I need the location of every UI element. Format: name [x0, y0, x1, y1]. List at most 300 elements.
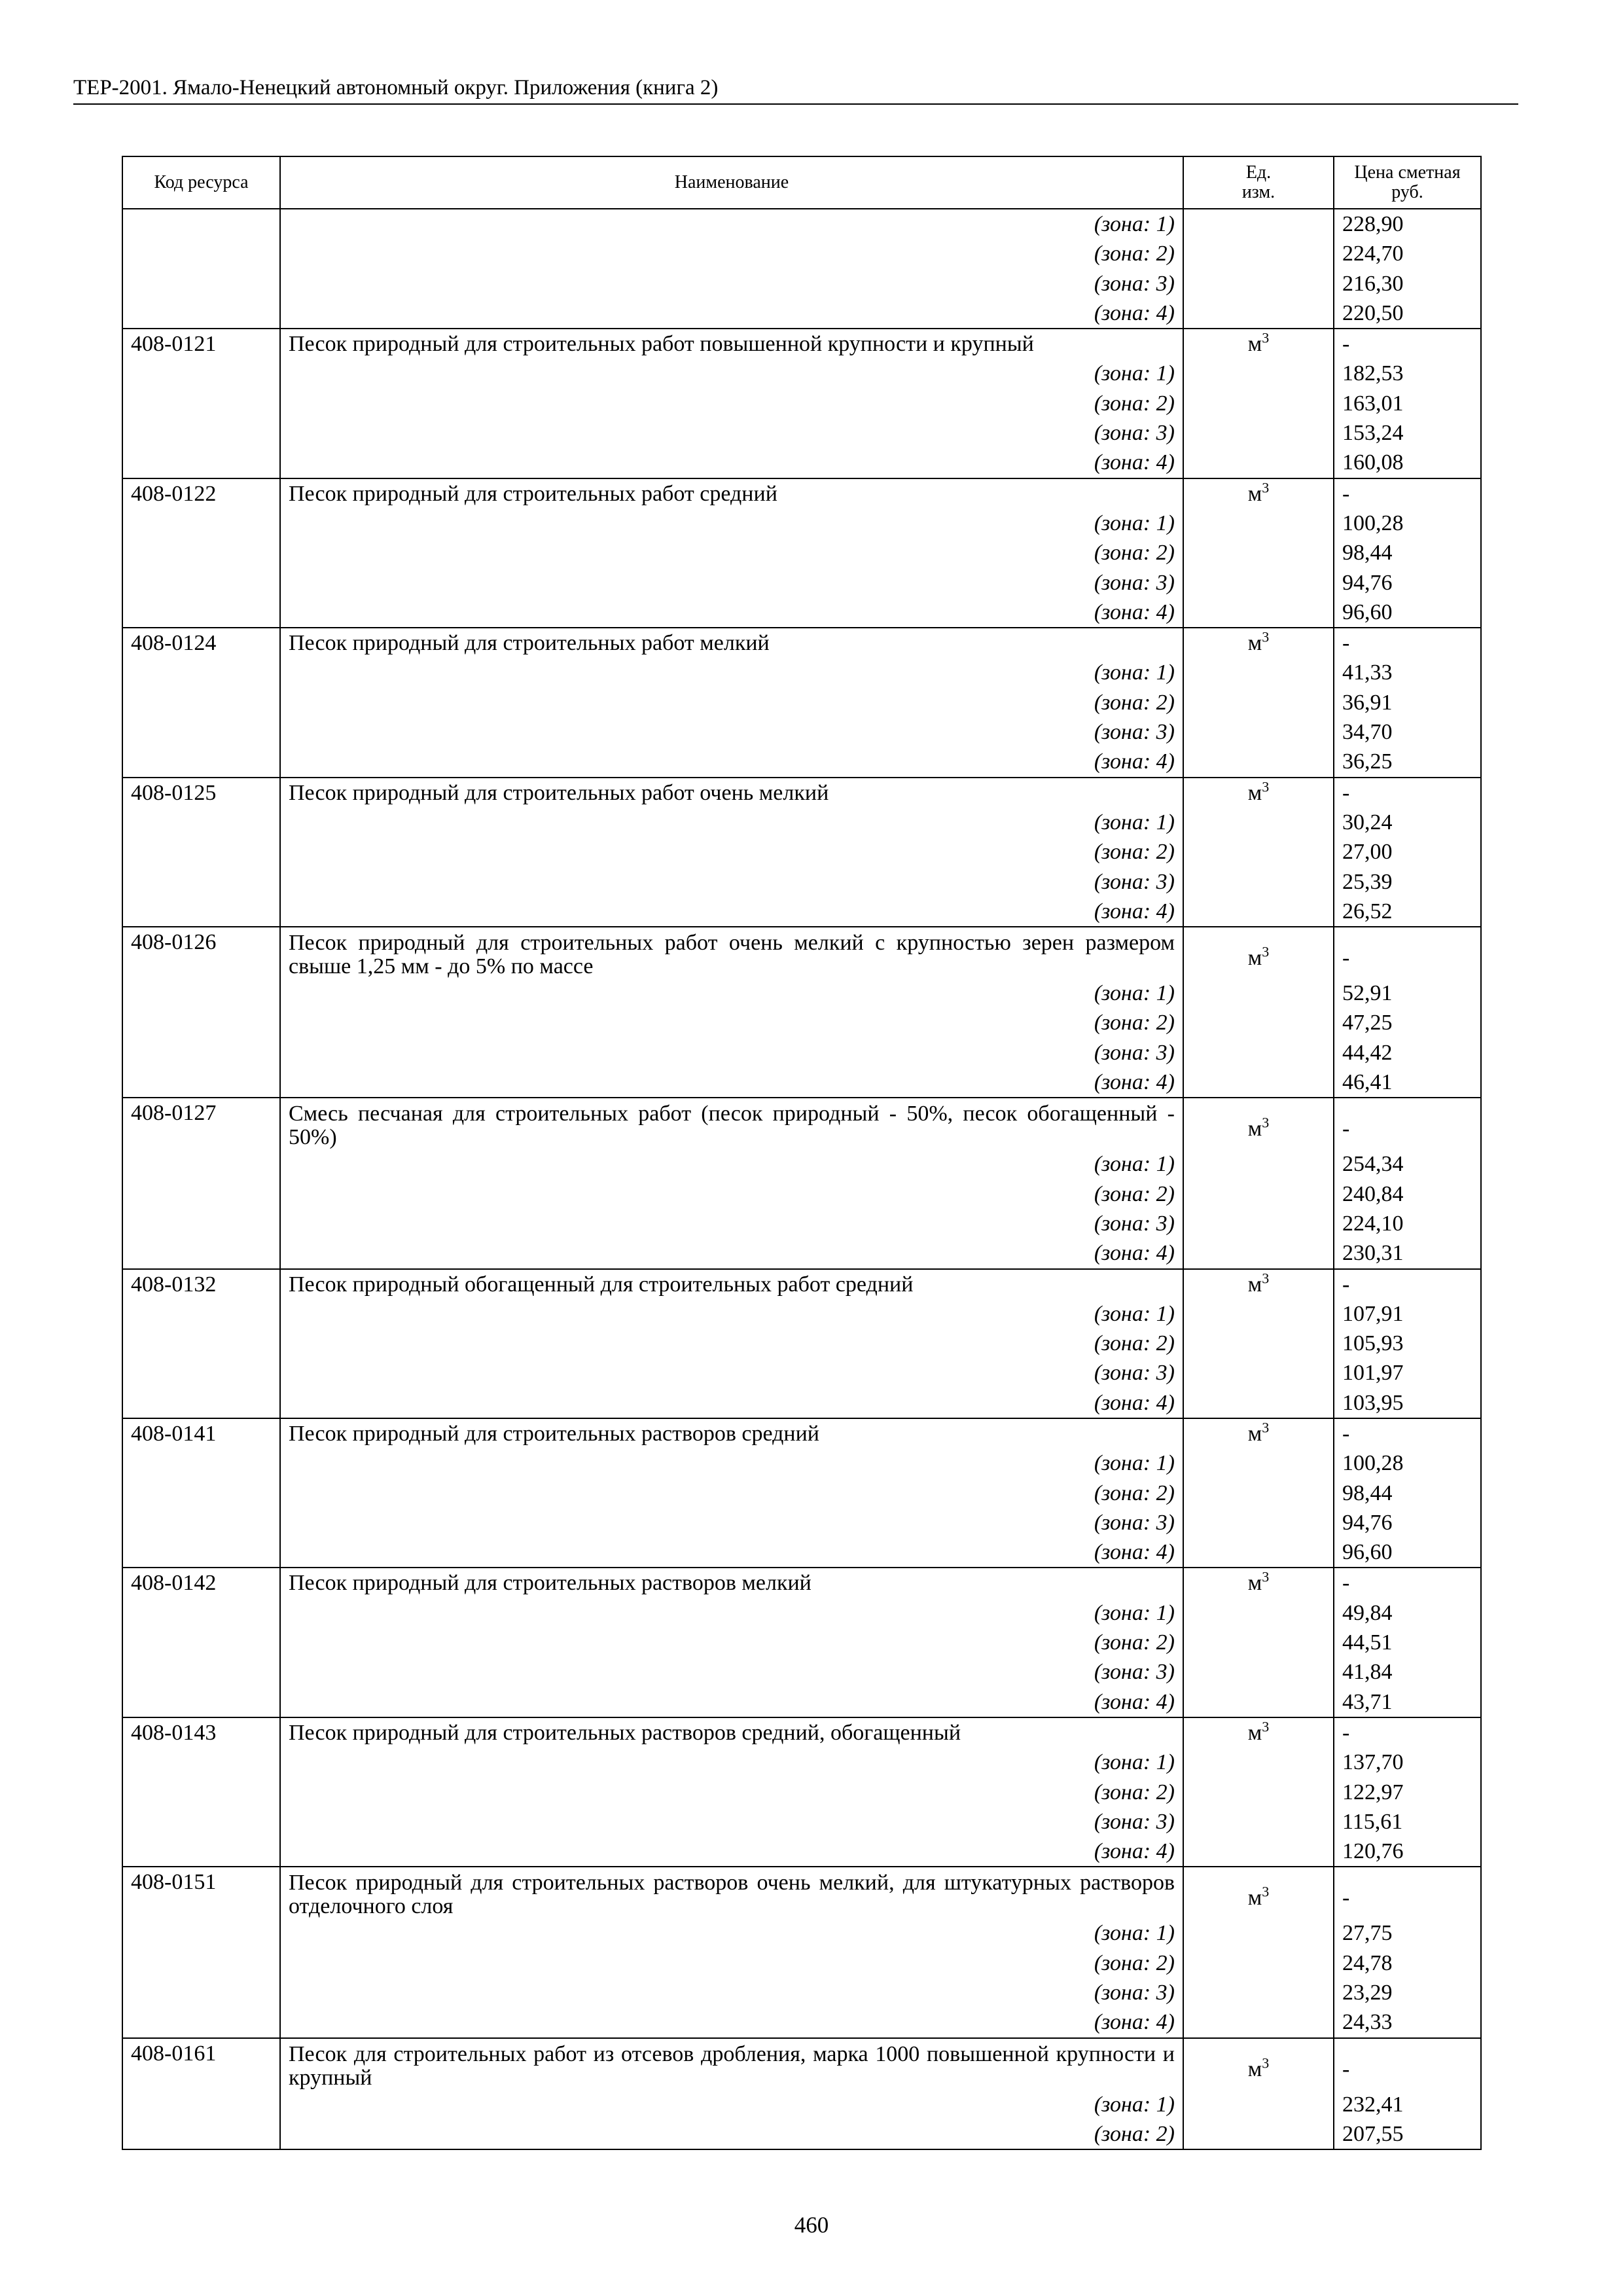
resource-name: [280, 478, 1183, 509]
zone-code-cell: [122, 1537, 280, 1568]
zone-label: (зона: 2): [1094, 1630, 1175, 1655]
zone-code-cell: [122, 448, 280, 478]
zone-price-cell: [1334, 418, 1481, 448]
unit-superscript: 3: [1262, 479, 1270, 496]
zone-price-cell: [1334, 448, 1481, 478]
table-row: [122, 1717, 1481, 1748]
zone-unit-cell: [1183, 359, 1334, 388]
zone-label: (зона: 4): [1094, 1241, 1175, 1266]
resource-group: [122, 2038, 1481, 2150]
zone-unit-cell: [1183, 1209, 1334, 1238]
resource-code: 408-0141: [122, 1418, 280, 1448]
zone-price: 24,33: [1342, 2010, 1393, 2035]
zone-price-cell: [1334, 1948, 1481, 1978]
zone-row: [122, 538, 1481, 567]
zone-unit-cell: [1183, 1149, 1334, 1179]
zone-price: 98,44: [1342, 1480, 1393, 1505]
zone-price-cell: [1334, 269, 1481, 298]
resource-name: [280, 1418, 1183, 1448]
zone-price: 122,97: [1342, 1780, 1404, 1804]
zone-price-cell: [1334, 2119, 1481, 2149]
zone-unit-cell: [1183, 418, 1334, 448]
unit-superscript: 3: [1262, 1569, 1270, 1586]
resource-name: [280, 1867, 1183, 1918]
zone-price-cell: [1334, 538, 1481, 567]
resource-code: 408-0132: [122, 1269, 280, 1299]
zone-code-cell: [122, 1598, 280, 1628]
zone-row: [122, 448, 1481, 478]
resource-name: [280, 329, 1183, 359]
resource-name: [280, 927, 1183, 978]
zone-label: (зона: 3): [1094, 421, 1175, 446]
unit-base: м: [1247, 1117, 1262, 1141]
resource-unit: [1183, 1098, 1334, 1149]
zone-label-cell: [280, 1537, 1183, 1568]
zone-label-cell: [280, 568, 1183, 598]
zone-unit-cell: [1183, 1479, 1334, 1508]
table-row: [122, 2038, 1481, 2090]
zone-price: 49,84: [1342, 1600, 1393, 1625]
zone-label-cell: [280, 1508, 1183, 1537]
zone-unit-cell: [1183, 598, 1334, 628]
zone-label: (зона: 4): [1094, 1070, 1175, 1095]
zone-price-cell: [1334, 1807, 1481, 1837]
unit-value: [1192, 1883, 1325, 1912]
zone-price: 36,25: [1342, 749, 1393, 774]
zone-code-cell: [122, 568, 280, 598]
unit-value: [1192, 1114, 1325, 1143]
zone-row: [122, 1807, 1481, 1837]
zone-price: 96,60: [1342, 600, 1393, 624]
zone-unit-cell: [1183, 209, 1334, 239]
table-row: [122, 628, 1481, 658]
zone-label-cell: [280, 509, 1183, 538]
zone-label: (зона: 3): [1094, 1040, 1175, 1065]
zone-row: [122, 1628, 1481, 1657]
zone-price: 228,90: [1342, 212, 1404, 236]
column-header-name: Наименование: [280, 156, 1183, 209]
zone-price-cell: [1334, 598, 1481, 628]
zone-price-cell: [1334, 209, 1481, 239]
zone-label-cell: [280, 1978, 1183, 2007]
resource-name: [280, 1269, 1183, 1299]
zone-unit-cell: [1183, 1628, 1334, 1657]
resource-unit: [1183, 1418, 1334, 1448]
zone-unit-cell: [1183, 867, 1334, 897]
resource-group: [122, 1098, 1481, 1268]
zone-label-cell: [280, 298, 1183, 329]
zone-price-cell: [1334, 568, 1481, 598]
zone-row: [122, 1209, 1481, 1238]
zone-unit-cell: [1183, 1807, 1334, 1837]
zone-unit-cell: [1183, 239, 1334, 268]
resource-group: [122, 1269, 1481, 1418]
zone-price-cell: [1334, 978, 1481, 1008]
zone-label: (зона: 3): [1094, 720, 1175, 745]
zone-code-cell: [122, 389, 280, 418]
unit-superscript: 3: [1262, 778, 1270, 795]
resource-base-price: -: [1334, 1269, 1481, 1299]
zone-code-cell: [122, 1978, 280, 2007]
zone-code-cell: [122, 658, 280, 687]
zone-row: [122, 1008, 1481, 1037]
zone-label-cell: [280, 1238, 1183, 1268]
zone-price-cell: [1334, 359, 1481, 388]
zone-label: (зона: 1): [1094, 1921, 1175, 1946]
page-number: 460: [794, 2212, 829, 2238]
zone-unit-cell: [1183, 1067, 1334, 1098]
zone-unit-cell: [1183, 897, 1334, 927]
zone-row: [122, 209, 1481, 239]
zone-code-cell: [122, 1238, 280, 1268]
zone-unit-cell: [1183, 1299, 1334, 1329]
unit-value: [1192, 479, 1325, 509]
zone-label-cell: [280, 1299, 1183, 1329]
zone-unit-cell: [1183, 568, 1334, 598]
zone-label: (зона: 2): [1094, 1780, 1175, 1804]
zone-price-cell: [1334, 1508, 1481, 1537]
zone-label: (зона: 1): [1094, 212, 1175, 236]
resource-base-price: -: [1334, 1568, 1481, 1598]
zone-price-cell: [1334, 1038, 1481, 1067]
zone-code-cell: [122, 269, 280, 298]
zone-unit-cell: [1183, 2119, 1334, 2149]
zone-price: 27,75: [1342, 1921, 1393, 1946]
resource-base-price: -: [1334, 628, 1481, 658]
zone-row: [122, 1598, 1481, 1628]
zone-unit-cell: [1183, 1837, 1334, 1867]
zone-price-cell: [1334, 837, 1481, 867]
zone-code-cell: [122, 1209, 280, 1238]
zone-price-cell: [1334, 688, 1481, 717]
zone-code-cell: [122, 2007, 280, 2037]
resource-unit: [1183, 1867, 1334, 1918]
zone-row: [122, 1748, 1481, 1777]
resource-name: [280, 778, 1183, 808]
unit-base: м: [1247, 481, 1262, 506]
column-header-price-line2: руб.: [1391, 182, 1423, 202]
zone-row: [122, 1238, 1481, 1268]
zone-code-cell: [122, 598, 280, 628]
column-header-price-line1: Цена сметная: [1354, 162, 1461, 183]
zone-price-cell: [1334, 1657, 1481, 1687]
zone-code-cell: [122, 1778, 280, 1807]
zone-label-cell: [280, 717, 1183, 747]
zone-unit-cell: [1183, 298, 1334, 329]
table-row: [122, 1867, 1481, 1918]
zone-row: [122, 298, 1481, 329]
zone-label-cell: [280, 1948, 1183, 1978]
resource-name-text: Песок природный для строительных работ повышенной крупности и крупный: [289, 332, 1034, 357]
column-header-unit-line1: Ед.: [1245, 162, 1272, 183]
zone-price-cell: [1334, 808, 1481, 837]
zone-unit-cell: [1183, 1038, 1334, 1067]
zone-row: [122, 747, 1481, 777]
zone-unit-cell: [1183, 1657, 1334, 1687]
zone-unit-cell: [1183, 269, 1334, 298]
zone-unit-cell: [1183, 1358, 1334, 1388]
resource-code: 408-0122: [122, 478, 280, 509]
zone-row: [122, 269, 1481, 298]
resource-name: [280, 1717, 1183, 1748]
zone-label-cell: [280, 1807, 1183, 1837]
unit-superscript: 3: [1262, 1884, 1270, 1901]
resource-name-text: Песок для строительных работ из отсевов дробления, марка 1000 повышенной крупности и крупный: [289, 2041, 1175, 2090]
resource-base-price: -: [1334, 1867, 1481, 1918]
unit-base: м: [1247, 780, 1262, 805]
zone-price: 120,76: [1342, 1839, 1404, 1864]
zone-code-cell: [122, 298, 280, 329]
zone-price: 52,91: [1342, 981, 1393, 1006]
resource-code: 408-0151: [122, 1867, 280, 1918]
zone-code-cell: [122, 1299, 280, 1329]
zone-label-cell: [280, 1209, 1183, 1238]
zone-code-cell: [122, 747, 280, 777]
zone-price-cell: [1334, 1179, 1481, 1209]
zone-row: [122, 1067, 1481, 1098]
zone-code-cell: [122, 538, 280, 567]
zone-code-cell: [122, 1358, 280, 1388]
zone-row: [122, 1329, 1481, 1358]
zone-label: (зона: 1): [1094, 1301, 1175, 1326]
resource-base-price: -: [1334, 329, 1481, 359]
zone-price-cell: [1334, 1748, 1481, 1777]
zone-label-cell: [280, 389, 1183, 418]
zone-label-cell: [280, 2119, 1183, 2149]
resource-base-price: -: [1334, 927, 1481, 978]
zone-code-cell: [122, 509, 280, 538]
unit-base: м: [1247, 1571, 1262, 1596]
zone-price-cell: [1334, 239, 1481, 268]
zone-price: 216,30: [1342, 271, 1404, 296]
zone-label-cell: [280, 1008, 1183, 1037]
zone-price: 105,93: [1342, 1331, 1404, 1356]
zone-code-cell: [122, 209, 280, 239]
zone-price: 34,70: [1342, 720, 1393, 745]
zone-price: 100,28: [1342, 511, 1404, 535]
zone-label-cell: [280, 747, 1183, 777]
zone-label-cell: [280, 1038, 1183, 1067]
zone-price: 207,55: [1342, 2121, 1404, 2146]
zone-label-cell: [280, 658, 1183, 687]
zone-row: [122, 1778, 1481, 1807]
resource-name: [280, 1568, 1183, 1598]
zone-label: (зона: 1): [1094, 810, 1175, 834]
zone-price: 47,25: [1342, 1011, 1393, 1035]
zone-label: (зона: 4): [1094, 749, 1175, 774]
zone-row: [122, 1978, 1481, 2007]
unit-base: м: [1247, 1720, 1262, 1745]
zone-row: [122, 1149, 1481, 1179]
zone-price-cell: [1334, 1388, 1481, 1418]
resource-code: 408-0142: [122, 1568, 280, 1598]
column-header-unit: [1183, 156, 1334, 209]
zone-price: 98,44: [1342, 541, 1393, 565]
zone-unit-cell: [1183, 1329, 1334, 1358]
resource-group: [122, 1717, 1481, 1867]
zone-code-cell: [122, 978, 280, 1008]
zone-row: [122, 1837, 1481, 1867]
zone-label-cell: [280, 1329, 1183, 1358]
zone-label-cell: [280, 1179, 1183, 1209]
zone-price: 30,24: [1342, 810, 1393, 834]
zone-unit-cell: [1183, 1748, 1334, 1777]
zone-row: [122, 978, 1481, 1008]
zone-code-cell: [122, 1807, 280, 1837]
zone-price: 153,24: [1342, 421, 1404, 446]
zone-price: 44,42: [1342, 1040, 1393, 1065]
resource-unit: [1183, 329, 1334, 359]
zone-price-cell: [1334, 1628, 1481, 1657]
column-header-unit-line2: изм.: [1241, 182, 1275, 202]
zone-unit-cell: [1183, 509, 1334, 538]
zone-label-cell: [280, 1067, 1183, 1098]
zone-row: [122, 1388, 1481, 1418]
zone-label-cell: [280, 978, 1183, 1008]
zone-price-cell: [1334, 1149, 1481, 1179]
zone-code-cell: [122, 688, 280, 717]
zone-code-cell: [122, 2090, 280, 2119]
zone-price: 41,84: [1342, 1660, 1393, 1685]
zone-row: [122, 1179, 1481, 1209]
table-row: [122, 329, 1481, 359]
zone-price: 27,00: [1342, 840, 1393, 865]
zone-row: [122, 1358, 1481, 1388]
zone-label-cell: [280, 867, 1183, 897]
zone-price: 224,10: [1342, 1211, 1404, 1236]
zone-label: (зона: 4): [1094, 1839, 1175, 1864]
zone-code-cell: [122, 1628, 280, 1657]
zone-code-cell: [122, 418, 280, 448]
zone-unit-cell: [1183, 1948, 1334, 1978]
resource-unit: [1183, 1717, 1334, 1748]
zone-row: [122, 1299, 1481, 1329]
zone-code-cell: [122, 1837, 280, 1867]
zone-price-cell: [1334, 1209, 1481, 1238]
zone-price: 107,91: [1342, 1301, 1404, 1326]
zone-label-cell: [280, 808, 1183, 837]
resource-base-price: -: [1334, 1717, 1481, 1748]
resource-unit: [1183, 478, 1334, 509]
zone-label-cell: [280, 1358, 1183, 1388]
zone-price: 24,78: [1342, 1950, 1393, 1975]
zone-label-cell: [280, 1918, 1183, 1948]
table-row: [122, 1269, 1481, 1299]
zone-label: (зона: 2): [1094, 391, 1175, 416]
unit-base: м: [1247, 332, 1262, 357]
zone-row: [122, 688, 1481, 717]
zone-label-cell: [280, 209, 1183, 239]
column-header-price: [1334, 156, 1481, 209]
table-row: [122, 927, 1481, 978]
resource-name: [280, 1098, 1183, 1149]
zone-row: [122, 509, 1481, 538]
zone-row: [122, 389, 1481, 418]
zone-row: [122, 1479, 1481, 1508]
zone-code-cell: [122, 1038, 280, 1067]
unit-value: [1192, 1419, 1325, 1448]
unit-value: [1192, 329, 1325, 359]
zone-code-cell: [122, 1657, 280, 1687]
table-row: [122, 1098, 1481, 1149]
zone-unit-cell: [1183, 1778, 1334, 1807]
zone-code-cell: [122, 808, 280, 837]
zone-unit-cell: [1183, 2090, 1334, 2119]
zone-price-cell: [1334, 747, 1481, 777]
table-header: [122, 156, 1481, 209]
zone-price: 100,28: [1342, 1451, 1404, 1476]
unit-value: [1192, 1270, 1325, 1299]
zone-label: (зона: 4): [1094, 2010, 1175, 2035]
unit-superscript: 3: [1262, 943, 1270, 960]
price-table: [122, 156, 1482, 2150]
zone-price: 240,84: [1342, 1181, 1404, 1206]
zone-label: (зона: 2): [1094, 1480, 1175, 1505]
zone-code-cell: [122, 717, 280, 747]
zone-label: (зона: 3): [1094, 1361, 1175, 1386]
zone-code-cell: [122, 837, 280, 867]
zone-row: [122, 717, 1481, 747]
zone-label: (зона: 1): [1094, 361, 1175, 386]
zone-row: [122, 837, 1481, 867]
resource-name-text: Песок природный для строительных растворов мелкий: [289, 1571, 812, 1596]
zone-price-cell: [1334, 1918, 1481, 1948]
table-row: [122, 778, 1481, 808]
zone-label: (зона: 4): [1094, 450, 1175, 475]
table-row: [122, 1418, 1481, 1448]
zone-price-cell: [1334, 1329, 1481, 1358]
resource-code: 408-0124: [122, 628, 280, 658]
zone-unit-cell: [1183, 2007, 1334, 2037]
zone-code-cell: [122, 359, 280, 388]
zone-code-cell: [122, 1748, 280, 1777]
column-header-code: Код ресурса: [122, 156, 280, 209]
zone-unit-cell: [1183, 389, 1334, 418]
unit-superscript: 3: [1262, 1718, 1270, 1735]
resource-name: [280, 2038, 1183, 2090]
zone-price: 101,97: [1342, 1361, 1404, 1386]
zone-row: [122, 1948, 1481, 1978]
resource-base-price: -: [1334, 1098, 1481, 1149]
zone-code-cell: [122, 1479, 280, 1508]
zone-price: 23,29: [1342, 1981, 1393, 2005]
zone-unit-cell: [1183, 538, 1334, 567]
resource-name-text: Песок природный для строительных работ очень мелкий: [289, 780, 829, 805]
zone-price-cell: [1334, 1778, 1481, 1807]
zone-price-cell: [1334, 1537, 1481, 1568]
zone-label-cell: [280, 598, 1183, 628]
zone-price-cell: [1334, 298, 1481, 329]
zone-price: 94,76: [1342, 1510, 1393, 1535]
zone-label: (зона: 1): [1094, 660, 1175, 685]
zone-price-cell: [1334, 1238, 1481, 1268]
zone-label: (зона: 2): [1094, 1331, 1175, 1356]
zone-code-cell: [122, 1329, 280, 1358]
resource-unit: [1183, 1269, 1334, 1299]
zone-label: (зона: 3): [1094, 1660, 1175, 1685]
unit-value: [1192, 2054, 1325, 2084]
zone-price-cell: [1334, 1299, 1481, 1329]
zone-unit-cell: [1183, 717, 1334, 747]
zone-code-cell: [122, 1149, 280, 1179]
zone-row: [122, 1537, 1481, 1568]
zone-unit-cell: [1183, 1598, 1334, 1628]
zone-label-cell: [280, 359, 1183, 388]
zone-unit-cell: [1183, 808, 1334, 837]
zone-price: 36,91: [1342, 690, 1393, 715]
zone-price-cell: [1334, 717, 1481, 747]
zone-label-cell: [280, 1687, 1183, 1717]
